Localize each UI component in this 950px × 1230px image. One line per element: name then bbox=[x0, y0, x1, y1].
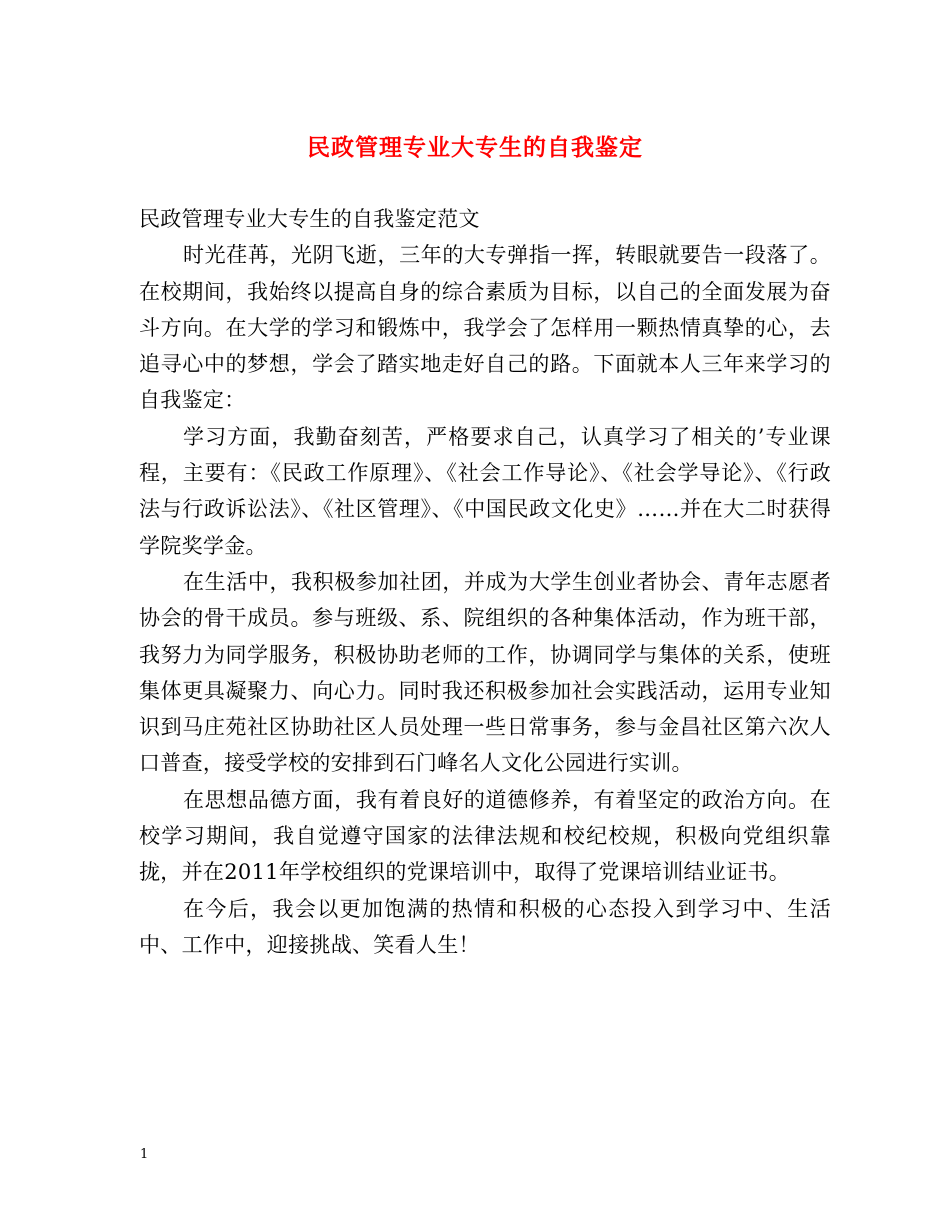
paragraph-morality: 在思想品德方面，我有着良好的道德修养，有着坚定的政治方向。在校学习期间，我自觉遵守国家的法律法规和校纪校规，积极向党组织靠拢，并在2011年学校组织的党课培训中，取得了党课培训结业证书。 bbox=[139, 787, 831, 885]
paragraph-life: 在生活中，我积极参加社团，并成为大学生创业者协会、青年志愿者协会的骨干成员。参与班级、系、院组织的各种集体活动，作为班干部，我努力为同学服务，积极协助老师的工作，协调同学与集体的关系，使班集体更具凝聚力、向心力。同时我还积极参加社会实践活动，运用专业知识到马庄苑社区协助社区人员处理一些日常事务，参与金昌社区第六次人口普查，接受学校的安排到石门峰名人文化公园进行实训。 bbox=[139, 569, 831, 776]
document-title: 民政管理专业大专生的自我鉴定 bbox=[307, 134, 643, 161]
document-body bbox=[139, 201, 831, 963]
document-subtitle: 民政管理专业大专生的自我鉴定范文 bbox=[139, 207, 480, 231]
page-number: 1 bbox=[140, 1147, 149, 1162]
paragraph-intro: 时光荏苒，光阴飞逝，三年的大专弹指一挥，转眼就要告一段落了。在校期间，我始终以提高自身的综合素质为目标，以自己的全面发展为奋斗方向。在大学的学习和锻炼中，我学会了怎样用一颗热情真挚的心，去追寻心中的梦想，学会了踏实地走好自己的路。下面就本人三年来学习的自我鉴定： bbox=[139, 243, 831, 413]
paragraph-future: 在今后，我会以更加饱满的热情和积极的心态投入到学习中、生活中、工作中，迎接挑战、笑看人生！ bbox=[139, 896, 831, 957]
paragraph-study: 学习方面，我勤奋刻苦，严格要求自己，认真学习了相关的’专业课程，主要有：《民政工作原理》、《社会工作导论》、《社会学导论》、《行政法与行政诉讼法》、《社区管理》、《中国民政文化史》……并在大二时获得学院奖学金。 bbox=[139, 424, 831, 558]
